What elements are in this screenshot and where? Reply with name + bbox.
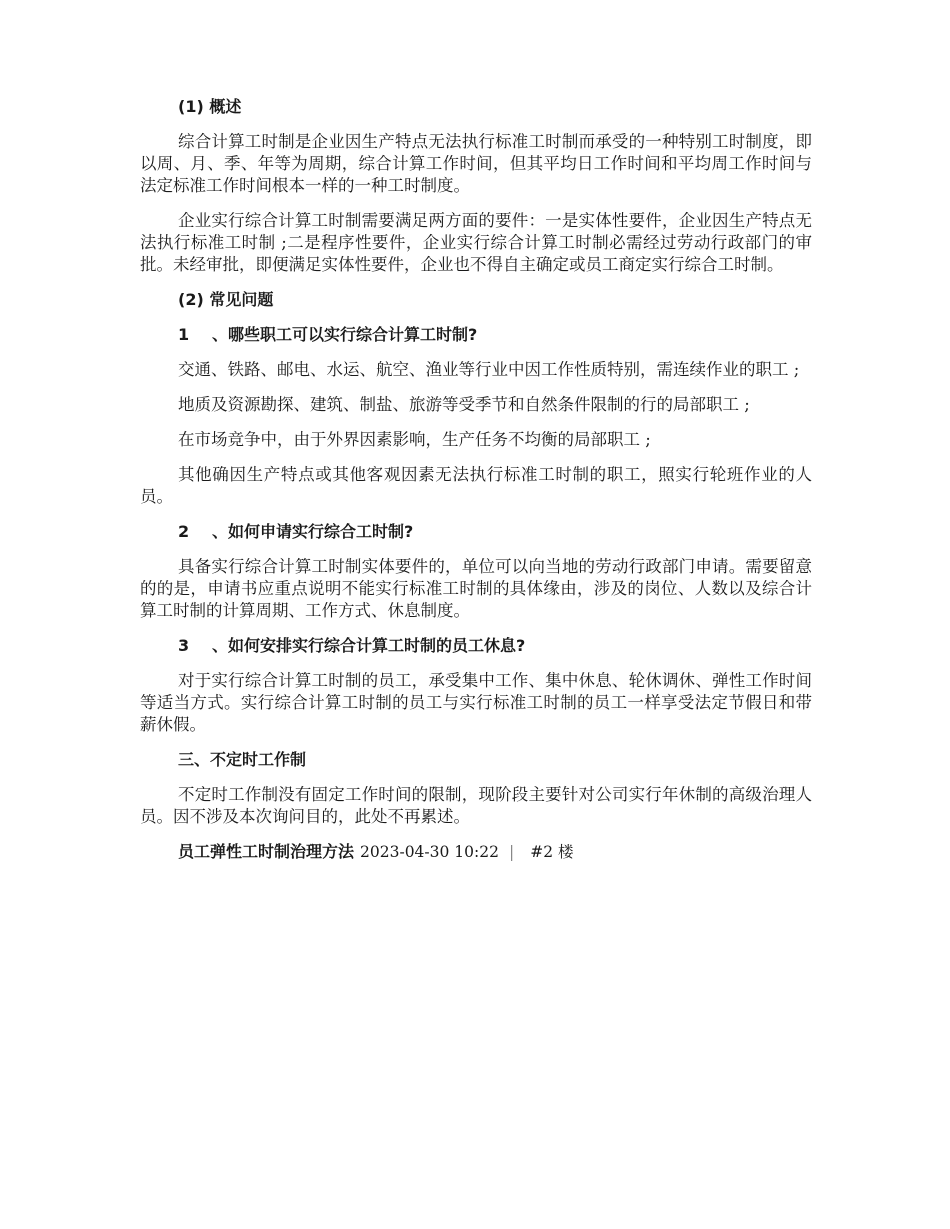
overview-heading: (1) 概述	[178, 97, 242, 116]
question-1-answer-3: 在市场竞争中，由于外界因素影响，生产任务不均衡的局部职工 ;	[178, 430, 651, 449]
document-body	[140, 96, 812, 863]
post-title-link[interactable]: 员工弹性工时制治理方法	[178, 842, 355, 861]
question-2-heading	[140, 521, 812, 543]
question-1-answer-1: 交通、铁路、邮电、水运、航空、渔业等行业中因工作性质特别，需连续作业的职工 ;	[178, 360, 800, 379]
question-1-answer-4: 其他确因生产特点或其他客观因素无法执行标准工时制的职工，照实行轮班作业的人员。	[140, 465, 812, 506]
question-3-answer-1: 对于实行综合计算工时制的员工，承受集中工作、集中休息、轮休调休、弹性工作时间等适当方式。实行综合计算工时制的员工与实行标准工时制的员工一样享受法定节假日和带薪休假。	[140, 671, 812, 734]
question-1-number: 1	[178, 325, 190, 344]
overview-paragraph-1: 综合计算工时制是企业因生产特点无法执行标准工时制而承受的一种特别工时制度，即以周、月、季、年等为周期，综合计算工作时间，但其平均日工作时间和平均周工作时间与法定标准工作时间根本一样的一种工时制度。	[140, 132, 812, 195]
question-3-text: 、如何安排实行综合计算工时制的员工休息?	[212, 636, 526, 655]
faq-heading: (2) 常见问题	[178, 290, 274, 309]
section-3-paragraph-1: 不定时工作制没有固定工作时间的限制，现阶段主要针对公司实行年休制的高级治理人员。因不涉及本次询问目的，此处不再累述。	[140, 785, 812, 826]
question-1-text: 、哪些职工可以实行综合计算工时制?	[212, 325, 478, 344]
question-1-heading	[140, 324, 812, 346]
overview-paragraph-2: 企业实行综合计算工时制需要满足两方面的要件：一是实体性要件，企业因生产特点无法执行标准工时制 ;二是程序性要件，企业实行综合计算工时制必需经过劳动行政部门的审批。未经审批，即便满足实体性要件，企业也不得自主确定或员工商定实行综合工时制。	[140, 211, 812, 274]
post-footer	[140, 841, 812, 863]
floor-number: #2 楼	[530, 843, 574, 861]
question-2-number: 2	[178, 522, 190, 541]
question-1-answer-2: 地质及资源勘探、建筑、制盐、旅游等受季节和自然条件限制的行的局部职工 ;	[178, 395, 750, 414]
post-datetime: 2023-04-30 10:22	[360, 843, 499, 861]
question-3-number: 3	[178, 636, 190, 655]
question-2-answer-1: 具备实行综合计算工时制实体要件的，单位可以向当地的劳动行政部门申请。需要留意的的是，申请书应重点说明不能实行标准工时制的具体缘由，涉及的岗位、人数以及综合计算工时制的计算周期、工作方式、休息制度。	[140, 557, 812, 620]
footer-separator: |	[508, 843, 515, 861]
section-3-heading: 三、不定时工作制	[178, 750, 307, 769]
question-3-heading	[140, 635, 812, 657]
question-2-text: 、如何申请实行综合工时制?	[212, 522, 414, 541]
